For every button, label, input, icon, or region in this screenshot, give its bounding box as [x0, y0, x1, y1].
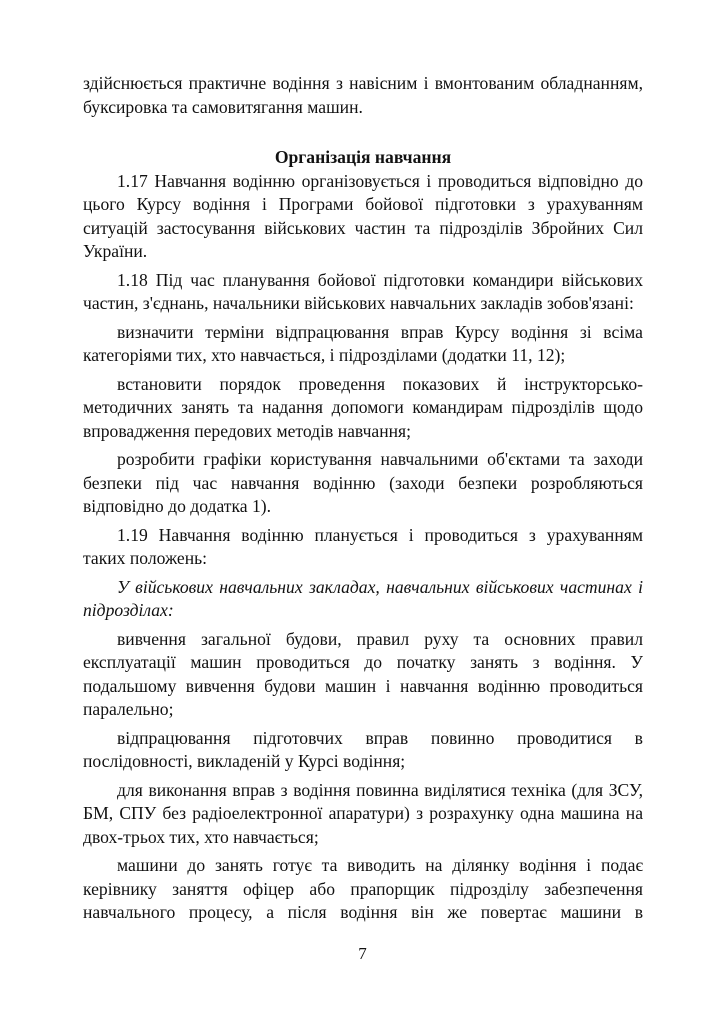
section-heading: Організація навчання [274, 147, 452, 167]
paragraph-1-19: 1.19 Навчання водінню планується і проводиться з урахуванням таких положень: [83, 524, 643, 568]
list-item-procedure: встановити порядок проведення показових й інструкторсько-методичних занять та надання допомоги командирам підрозділів щодо впровадження передових методів навчання; [83, 373, 643, 441]
list-item-study: вивчення загальної будови, правил руху та основних правил експлуатації машин проводиться до початку занять з водіння. У подальшому вивчення будови машин і навчання водінню проводиться паралельно; [83, 628, 643, 719]
document-body [83, 72, 643, 925]
paragraph-1-17: 1.17 Навчання водінню організовується і проводиться відповідно до цього Курсу водіння і Програми бойової підготовки з урахуванням ситуацій застосування військових частин та підрозділів Збройних Сил України. [83, 170, 643, 261]
list-item-preparation: машини до занять готує та виводить на ділянку водіння і подає керівнику заняття офіцер або прапорщик підрозділу забезпечення навчального процесу, а після водіння він же повертає машини в [83, 855, 643, 922]
list-item-equipment: для виконання вправ з водіння повинна виділятися техніка (для ЗСУ, БМ, СПУ без радіоелектронної апаратури) з розрахунку одна машина на двох-трьох тих, хто навчається; [83, 779, 643, 847]
subsection-italic: У військових навчальних закладах, навчальних військових частинах і підрозділах: [83, 576, 643, 620]
list-item-terms: визначити терміни відпрацювання вправ Курсу водіння зі всіма категоріями тих, хто навчається, і підрозділами (додатки 11, 12); [83, 321, 643, 365]
paragraph-1-18: 1.18 Під час планування бойової підготовки командири військових частин, з'єднань, начальники військових навчальних закладів зобов'язані: [83, 269, 643, 313]
list-item-exercises: відпрацювання підготовчих вправ повинно проводитися в послідовності, викладеній у Курсі водіння; [83, 727, 643, 771]
list-item-schedules: розробити графіки користування навчальними об'єктами та заходи безпеки під час навчання водінню (заходи безпеки розробляються відповідно до додатка 1). [83, 449, 643, 516]
paragraph-continuation: здійснюється практичне водіння з навісним і вмонтованим обладнанням, буксировка та самовитягання машин. [83, 73, 643, 117]
page-number: 7 [358, 944, 367, 963]
